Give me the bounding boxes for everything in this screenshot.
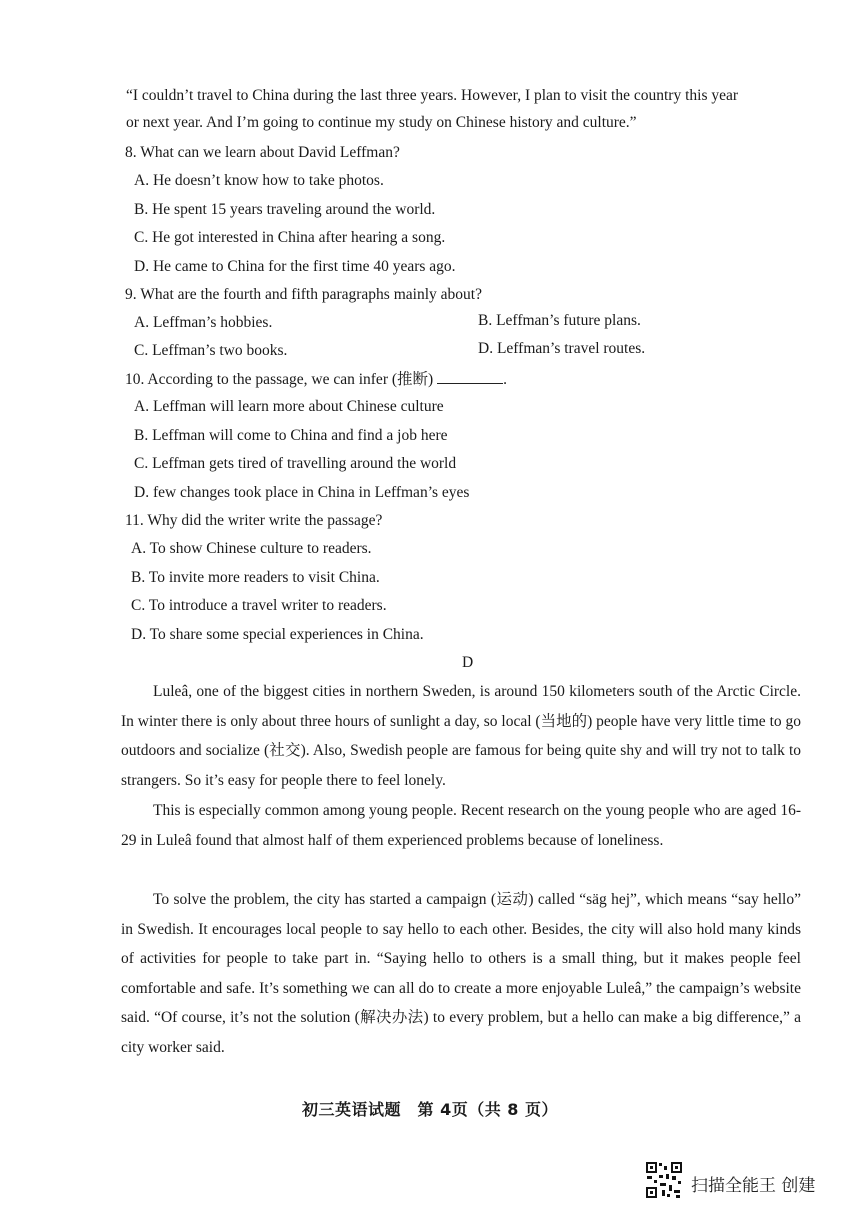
qr-code-icon bbox=[645, 1161, 683, 1199]
question-10-option-d: D. few changes took place in China in Leffman’s eyes bbox=[134, 484, 470, 501]
question-11-option-c: C. To introduce a travel writer to readers. bbox=[131, 597, 387, 614]
question-11-option-b: B. To invite more readers to visit China. bbox=[131, 569, 380, 586]
question-11-stem: 11. Why did the writer write the passage? bbox=[125, 512, 383, 529]
question-8-option-a: A. He doesn’t know how to take photos. bbox=[134, 172, 384, 189]
question-9-stem: 9. What are the fourth and fifth paragraphs mainly about? bbox=[125, 286, 482, 303]
question-10-option-c: C. Leffman gets tired of travelling around the world bbox=[134, 455, 457, 472]
question-10-stem bbox=[125, 369, 507, 390]
answer-blank bbox=[437, 369, 503, 384]
question-10-stem-text: 10. According to the passage, we can infer (推断) bbox=[125, 371, 434, 388]
passage-paragraph-1: Luleâ, one of the biggest cities in northern Sweden, is around 150 kilometers south of the Arctic Circle. In winter there is only about three hours of sunlight a day, so local (当地的) people have very little time to go outdoors and socialize (社交). Also, Swedish people are famous for being quite shy and will try not to talk to strangers. So it’s easy for people there to feel lonely. bbox=[121, 683, 801, 789]
question-11-option-a: A. To show Chinese culture to readers. bbox=[131, 540, 372, 557]
passage-paragraph-3: To solve the problem, the city has started a campaign (运动) called “säg hej”, which means “say hello” in Swedish. It encourages local people to say hello to each other. Besides, the city will also hold many kinds of activities for people to take part in. “Saying hello to others is a small thing, but it makes people feel comfortable and safe. It’s something we can all do to create a more enjoyable Luleâ,” the campaign’s website said. “Of course, it’s not the solution (解决办法) to every problem, but a hello can make a big difference,” a city worker said. bbox=[121, 891, 801, 1056]
question-10-option-a: A. Leffman will learn more about Chinese culture bbox=[134, 398, 444, 415]
question-8-option-b: B. He spent 15 years traveling around the world. bbox=[134, 201, 436, 218]
scanner-watermark: 扫描全能王 创建 bbox=[691, 1176, 816, 1196]
question-8-option-c: C. He got interested in China after hearing a song. bbox=[134, 229, 446, 246]
question-11-option-d: D. To share some special experiences in China. bbox=[131, 626, 424, 643]
question-10-stem-end: . bbox=[503, 371, 507, 388]
quote-line-1: “I couldn’t travel to China during the last three years. However, I plan to visit the country this year bbox=[126, 87, 739, 104]
question-8-stem: 8. What can we learn about David Leffman? bbox=[125, 144, 400, 161]
question-9-option-b: B. Leffman’s future plans. bbox=[478, 312, 641, 329]
question-8-option-d: D. He came to China for the first time 40 years ago. bbox=[134, 258, 456, 275]
passage-paragraph-2: This is especially common among young people. Recent research on the young people who are aged 16-29 in Luleâ found that almost half of them experienced problems because of loneliness. bbox=[121, 802, 801, 849]
question-9-option-a: A. Leffman’s hobbies. bbox=[134, 314, 273, 331]
question-9-option-c: C. Leffman’s two books. bbox=[134, 342, 288, 359]
quote-line-2: or next year. And I’m going to continue my study on Chinese history and culture.” bbox=[126, 114, 637, 131]
question-10-option-b: B. Leffman will come to China and find a job here bbox=[134, 427, 448, 444]
page-footer: 初三英语试题 第 4页（共 8 页） bbox=[302, 1100, 558, 1119]
question-9-option-d: D. Leffman’s travel routes. bbox=[478, 340, 646, 357]
section-heading: D bbox=[462, 654, 474, 671]
